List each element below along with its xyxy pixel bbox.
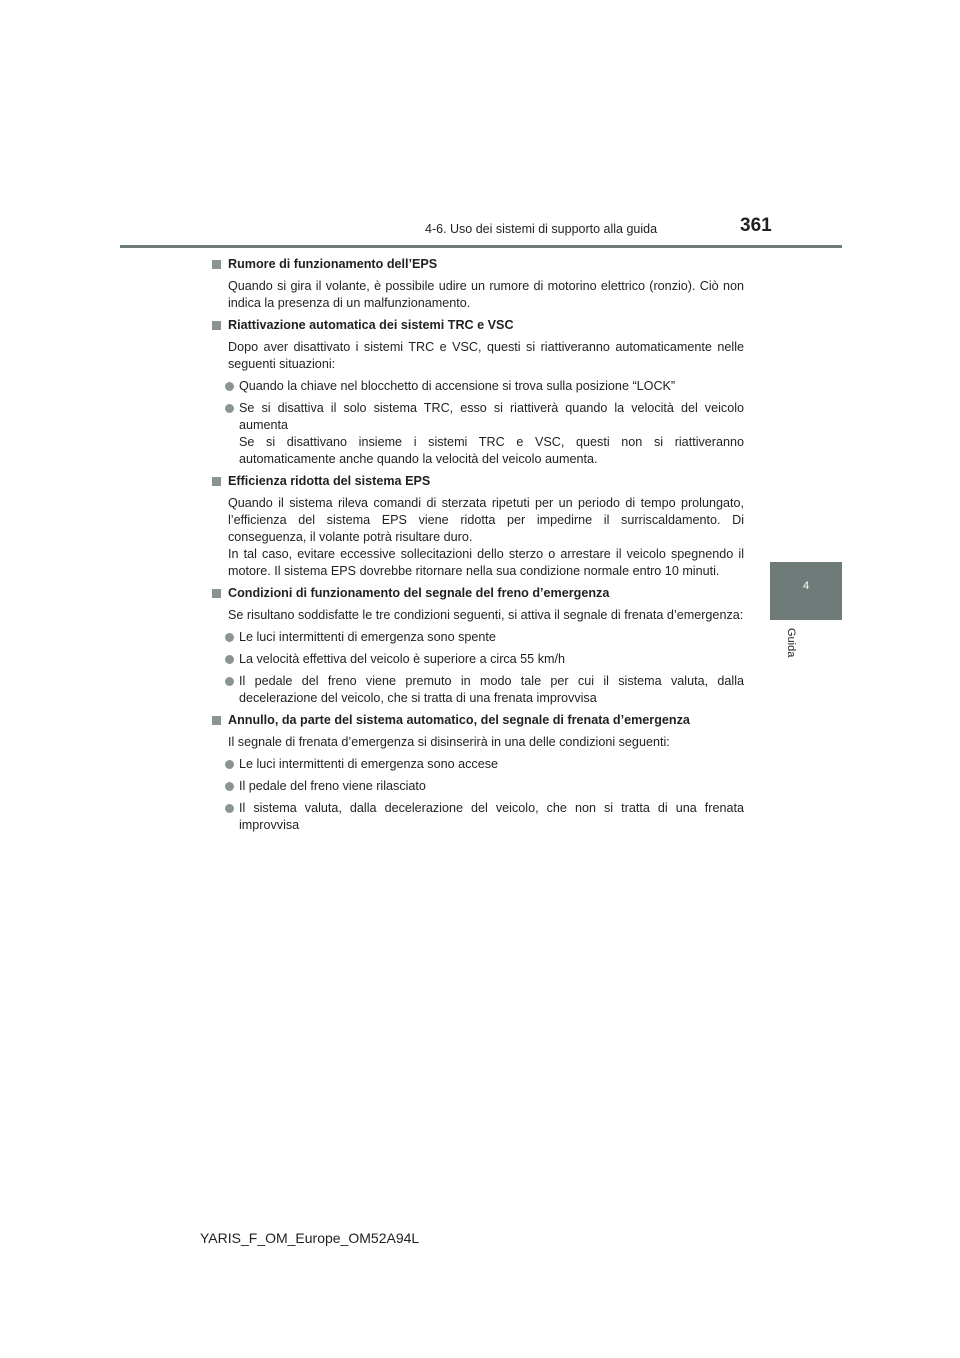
list-item-text: Il sistema valuta, dalla decelerazione del veicolo, che non si tratta di una frenata improvvisa xyxy=(239,801,744,832)
list-item xyxy=(210,800,744,834)
round-bullet-icon xyxy=(225,782,234,791)
section-heading-text: Efficienza ridotta del sistema EPS xyxy=(228,474,431,488)
chapter-tab xyxy=(770,562,842,620)
list-item-text: Le luci intermittenti di emergenza sono accese xyxy=(239,757,499,771)
section-heading xyxy=(210,473,744,490)
paragraph xyxy=(210,495,744,580)
list-item xyxy=(210,378,744,395)
list-item-text: La velocità effettiva del veicolo è superiore a circa 55 km/h xyxy=(239,652,565,666)
section-eps-reduced-efficiency xyxy=(210,473,744,580)
paragraph-line: Quando il sistema rileva comandi di sterzata ripetuti per un periodo di tempo prolungato, l’efficienza del sistema EPS viene ridotta per impedirne il surriscaldamento. Di conseguenza, il volante potrà risultare duro. xyxy=(228,496,744,544)
list-item xyxy=(210,400,744,468)
section-heading xyxy=(210,317,744,334)
list-item-text: Il pedale del freno viene rilasciato xyxy=(239,779,426,793)
paragraph-line: In tal caso, evitare eccessive sollecitazioni dello sterzo o arrestare il veicolo spegnendo il motore. Il sistema EPS dovrebbe ritornare nella sua condizione normale entro 10 minuti. xyxy=(228,547,744,578)
list-item-text: Quando la chiave nel blocchetto di accensione si trova sulla posizione “LOCK” xyxy=(239,379,676,393)
list-item xyxy=(210,778,744,795)
chapter-tab-number: 4 xyxy=(802,580,810,592)
round-bullet-icon xyxy=(225,655,234,664)
paragraph: Il segnale di frenata d’emergenza si disinserirà in una delle condizioni seguenti: xyxy=(228,735,670,749)
section-heading xyxy=(210,585,744,602)
list-item xyxy=(210,651,744,668)
section-heading-text: Annullo, da parte del sistema automatico, del segnale di frenata d’emergenza xyxy=(228,713,690,727)
page-content xyxy=(210,256,744,839)
document-code: YARIS_F_OM_Europe_OM52A94L xyxy=(200,1230,420,1246)
list-item-text: Se si disattiva il solo sistema TRC, esso si riattiverà quando la velocità del veicolo aumenta xyxy=(239,401,744,432)
list-item-text: Se si disattivano insieme i sistemi TRC e VSC, questi non si riattiveranno automaticamente anche quando la velocità del veicolo aumenta. xyxy=(239,435,744,466)
round-bullet-icon xyxy=(225,677,234,686)
chapter-tab-label: Guida xyxy=(785,628,797,658)
section-trc-vsc-reactivation xyxy=(210,317,744,468)
list-item xyxy=(210,673,744,707)
section-heading-text: Rumore di funzionamento dell’EPS xyxy=(228,257,438,271)
section-heading-text: Condizioni di funzionamento del segnale del freno d’emergenza xyxy=(228,586,610,600)
square-bullet-icon xyxy=(212,321,221,330)
square-bullet-icon xyxy=(212,477,221,486)
section-emergency-brake-signal-cancel xyxy=(210,712,744,834)
paragraph: Dopo aver disattivato i sistemi TRC e VSC, questi si riattiveranno automaticamente nelle seguenti situazioni: xyxy=(228,340,744,371)
square-bullet-icon xyxy=(212,589,221,598)
section-heading xyxy=(210,256,744,273)
round-bullet-icon xyxy=(225,382,234,391)
list-item-text: Il pedale del freno viene premuto in modo tale per cui il sistema valuta, dalla decelerazione del veicolo, che si tratta di una frenata improvvisa xyxy=(239,674,744,705)
section-heading xyxy=(210,712,744,729)
round-bullet-icon xyxy=(225,804,234,813)
round-bullet-icon xyxy=(225,404,234,413)
square-bullet-icon xyxy=(212,260,221,269)
section-emergency-brake-signal-conditions xyxy=(210,585,744,707)
section-eps-noise xyxy=(210,256,744,312)
list-item xyxy=(210,629,744,646)
paragraph: Se risultano soddisfatte le tre condizioni seguenti, si attiva il segnale di frenata d’emergenza: xyxy=(228,608,744,622)
list-item-text: Le luci intermittenti di emergenza sono spente xyxy=(239,630,496,644)
header-section-title: 4-6. Uso dei sistemi di supporto alla guida xyxy=(425,222,658,236)
header-divider xyxy=(120,245,842,248)
square-bullet-icon xyxy=(212,716,221,725)
paragraph: Quando si gira il volante, è possibile udire un rumore di motorino elettrico (ronzio). Ciò non indica la presenza di un malfunzionamento. xyxy=(228,279,744,310)
page-number: 361 xyxy=(740,215,772,236)
section-heading-text: Riattivazione automatica dei sistemi TRC e VSC xyxy=(228,318,514,332)
round-bullet-icon xyxy=(225,760,234,769)
round-bullet-icon xyxy=(225,633,234,642)
list-item xyxy=(210,756,744,773)
